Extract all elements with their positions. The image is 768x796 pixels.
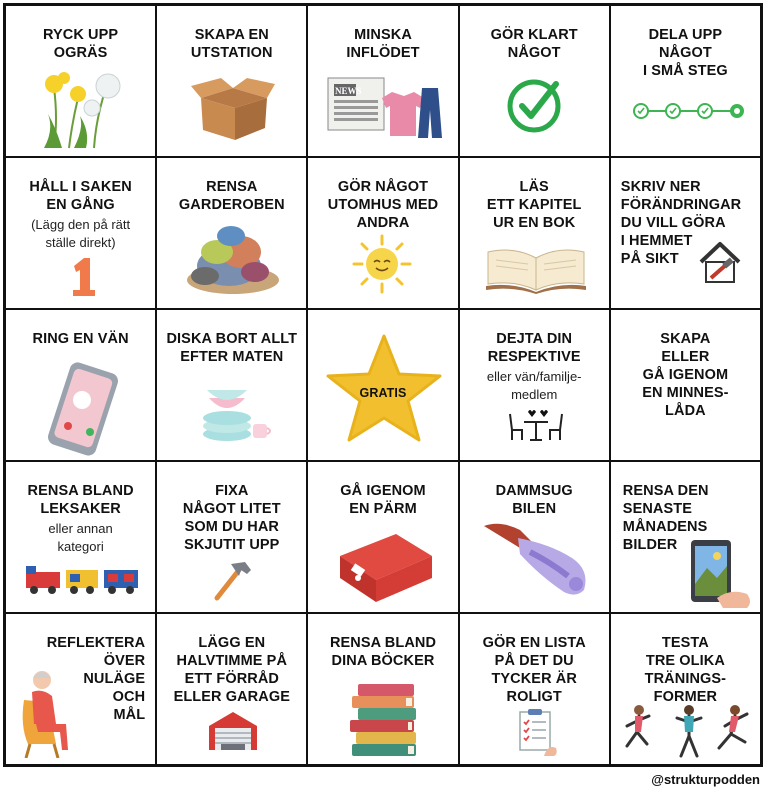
cell-lagg-en-halvtimme	[156, 613, 307, 765]
binder-icon	[334, 526, 436, 604]
cell-title: DEJTA DIN RESPEKTIVE	[487, 331, 581, 365]
cell-reflektera	[5, 613, 156, 765]
checkmark-icon	[504, 76, 564, 136]
cell-title: LÄGG EN HALVTIMME PÅ ETT FÖRRÅD ELLER GARAGE	[173, 635, 290, 705]
cell-rensa-bland-bocker	[307, 613, 458, 765]
cell-title: REFLEKTERA ÖVER NULÄGE OCH MÅL	[46, 635, 146, 723]
cell-las-ett-kapitel	[459, 157, 610, 309]
cell-ryck-upp-ogras	[5, 5, 156, 157]
cell-dejta-din-respektive	[459, 309, 610, 461]
footer-handle: @strukturpodden	[651, 772, 760, 787]
cell-title: DELA UPP NÅGOT I SMÅ STEG	[642, 27, 728, 79]
newspaper-and-clothes-icon	[326, 74, 444, 142]
cell-subtitle: eller annan kategori	[48, 521, 113, 554]
cell-title: TESTA TRE OLIKA TRÄNINGS- FORMER	[644, 635, 727, 705]
cell-title: RENSA BLAND DINA BÖCKER	[329, 635, 437, 669]
free-space-label: GRATIS	[359, 386, 407, 400]
thinking-person-icon	[16, 666, 84, 758]
cell-title: LÄS ETT KAPITEL UR EN BOK	[486, 179, 582, 231]
open-book-icon	[484, 244, 588, 294]
exercising-people-icon	[619, 702, 759, 760]
book-stack-icon	[348, 676, 422, 758]
cell-title: DISKA BORT ALLT EFTER MATEN	[166, 331, 298, 365]
cell-rensa-garderoben	[156, 157, 307, 309]
cell-testa-tre-traningsformer	[610, 613, 761, 765]
number-one-icon	[68, 256, 96, 296]
cell-title: RYCK UPP OGRÄS	[42, 27, 119, 61]
cell-subtitle: eller vän/familje- medlem	[486, 369, 582, 402]
dinner-date-icon	[506, 408, 566, 442]
checklist-icon	[514, 708, 558, 756]
cell-title: GÖR EN LISTA PÅ DET DU TYCKER ÄR ROLIGT	[482, 635, 586, 705]
hammer-icon	[213, 558, 253, 602]
cell-rensa-bland-leksaker	[5, 461, 156, 613]
cell-minska-infloedet	[307, 5, 458, 157]
cell-dammsug-bilen	[459, 461, 610, 613]
cell-title: GÖR NÅGOT UTOMHUS MED ANDRA	[327, 179, 439, 231]
cell-diska-bort-allt	[156, 309, 307, 461]
cell-dela-upp-nagot	[610, 5, 761, 157]
phone-photos-icon	[687, 538, 753, 610]
cell-title: MINSKA INFLÖDET	[346, 27, 420, 61]
sun-icon	[352, 234, 412, 294]
cell-skapa-minneslada	[610, 309, 761, 461]
clothes-pile-icon	[185, 222, 281, 296]
cell-title: FIXA NÅGOT LITET SOM DU HAR SKJUTIT UPP	[182, 483, 281, 553]
cell-title: GÖR KLART NÅGOT	[490, 27, 578, 61]
cardboard-box-icon	[191, 76, 275, 142]
cell-ring-en-van	[5, 309, 156, 461]
handheld-vacuum-icon	[480, 518, 592, 598]
cell-skriv-ner-forandringar	[610, 157, 761, 309]
cell-title: RENSA GARDEROBEN	[178, 179, 285, 213]
cell-rensa-bilder	[610, 461, 761, 613]
cell-title: DAMMSUG BILEN	[495, 483, 573, 517]
cell-title: GÅ IGENOM EN PÄRM	[340, 483, 426, 517]
cell-ga-igenom-en-parm	[307, 461, 458, 613]
cell-gor-en-lista	[459, 613, 610, 765]
progress-steps-icon	[633, 102, 745, 120]
cell-title: SKAPA EN UTSTATION	[190, 27, 273, 61]
phone-call-icon	[38, 360, 128, 458]
cell-title: HÅLL I SAKEN EN GÅNG	[29, 179, 132, 213]
dandelion-illustration	[34, 68, 129, 152]
cell-gor-nagot-utomhus	[307, 157, 458, 309]
cell-gor-klart-nagot	[459, 5, 610, 157]
toy-train-icon	[24, 562, 142, 596]
dishes-stack-icon	[201, 384, 275, 446]
cell-title: SKRIV NER FÖRÄNDRINGAR DU VILL GÖRA I HEMMET PÅ SIKT	[620, 179, 742, 267]
cell-title: RENSA DEN SENASTE MÅNADENS BILDER	[622, 483, 709, 553]
cell-hall-i-saken	[5, 157, 156, 309]
bingo-grid	[3, 3, 763, 767]
cell-title: RING EN VÄN	[32, 331, 129, 347]
house-repair-icon	[697, 240, 743, 286]
cell-title: SKAPA ELLER GÅ IGENOM EN MINNES- LÅDA	[642, 331, 729, 419]
cell-fixa-nagot-litet	[156, 461, 307, 613]
newspaper-masthead: NEWS	[335, 86, 362, 96]
garage-icon	[207, 710, 259, 750]
cell-gratis	[307, 309, 458, 461]
cell-subtitle: (Lägg den på rätt ställe direkt)	[31, 217, 131, 250]
cell-title: RENSA BLAND LEKSAKER	[27, 483, 134, 517]
cell-skapa-en-utstation	[156, 5, 307, 157]
